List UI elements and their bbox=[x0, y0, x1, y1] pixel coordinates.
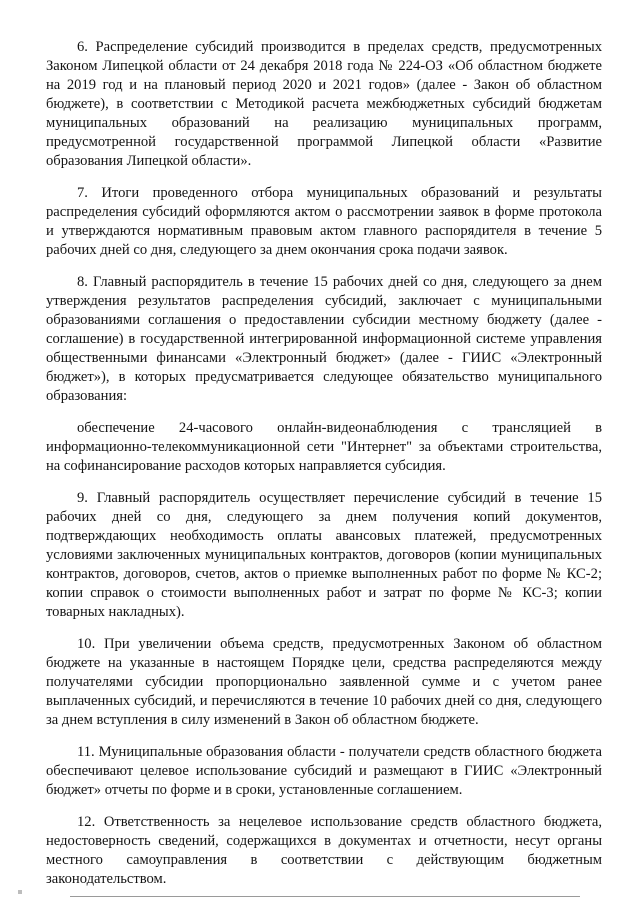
paragraph-8: 8. Главный распорядитель в течение 15 рабочих дней со дня, следующего за днем утверждения результатов распределения субсидий, заключает с муниципальными образованиями соглашения о предоставлении субсидии местному бюджету (далее - соглашение) в государственной интегрированной информационной системе управления общественными финансами «Электронный бюджет» (далее - ГИИС «Электронный бюджет»), в которых предусматривается следующее обязательство муниципального образования: bbox=[46, 274, 602, 404]
paragraph-9: 9. Главный распорядитель осуществляет перечисление субсидий в течение 15 рабочих дней со дня, следующего за днем получения копий документов, подтверждающих необходимость оплаты авансовых платежей, предусмотренных условиями заключенных муниципальных контрактов, договоров (копии муниципальных контрактов, договоров, счетов, актов о приемке выполненных работ по форме № КС-2; копии справок о стоимости выполненных работ и затрат по форме № КС-3; копии товарных накладных). bbox=[46, 490, 602, 620]
paragraph-12: 12. Ответственность за нецелевое использование средств областного бюджета, недостоверность сведений, содержащихся в документах и отчетности, несут органы местного самоуправления в соответствии с действующим бюджетным законодательством. bbox=[46, 814, 602, 887]
paragraph-8-obligation: обеспечение 24-часового онлайн-видеонаблюдения с трансляцией в информационно-телекоммуникационной сети "Интернет" за объектами строительства, на софинансирование расходов которых направляется субсидия. bbox=[46, 420, 602, 474]
paragraph-10: 10. При увеличении объема средств, предусмотренных Законом об областном бюджете на указанные в настоящем Порядке цели, средства распределяются между получателями субсидии пропорционально заявленной сумме и с учетом ранее выплаченных субсидий, и перечисляются в течение 10 рабочих дней со дня, следующего за днем вступления в силу изменений в Закон об областном бюджете. bbox=[46, 636, 602, 728]
page-bottom-edge bbox=[70, 896, 580, 897]
scan-artifact bbox=[18, 890, 22, 894]
paragraph-7: 7. Итоги проведенного отбора муниципальных образований и результаты распределения субсидий оформляются актом о рассмотрении заявок в форме протокола и утверждаются нормативным правовым актом главного распорядителя в течение 5 рабочих дней со дня, следующего за днем окончания срока подачи заявок. bbox=[46, 185, 602, 258]
paragraph-11: 11. Муниципальные образования области - получатели средств областного бюджета обеспечивают целевое использование субсидий и размещают в ГИИС «Электронный бюджет» отчеты по форме и в сроки, установленные соглашением. bbox=[46, 744, 602, 798]
paragraph-6: 6. Распределение субсидий производится в пределах средств, предусмотренных Законом Липецкой области от 24 декабря 2018 года № 224-ОЗ «Об областном бюджете на 2019 год и на плановый период 2020 и 2021 годов» (далее - Закон об областном бюджете), в соответствии с Методикой расчета межбюджетных субсидий бюджетам муниципальных образований на реализацию муниципальных программ, предусмотренной государственной программой Липецкой области «Развитие образования Липецкой области». bbox=[46, 39, 602, 169]
